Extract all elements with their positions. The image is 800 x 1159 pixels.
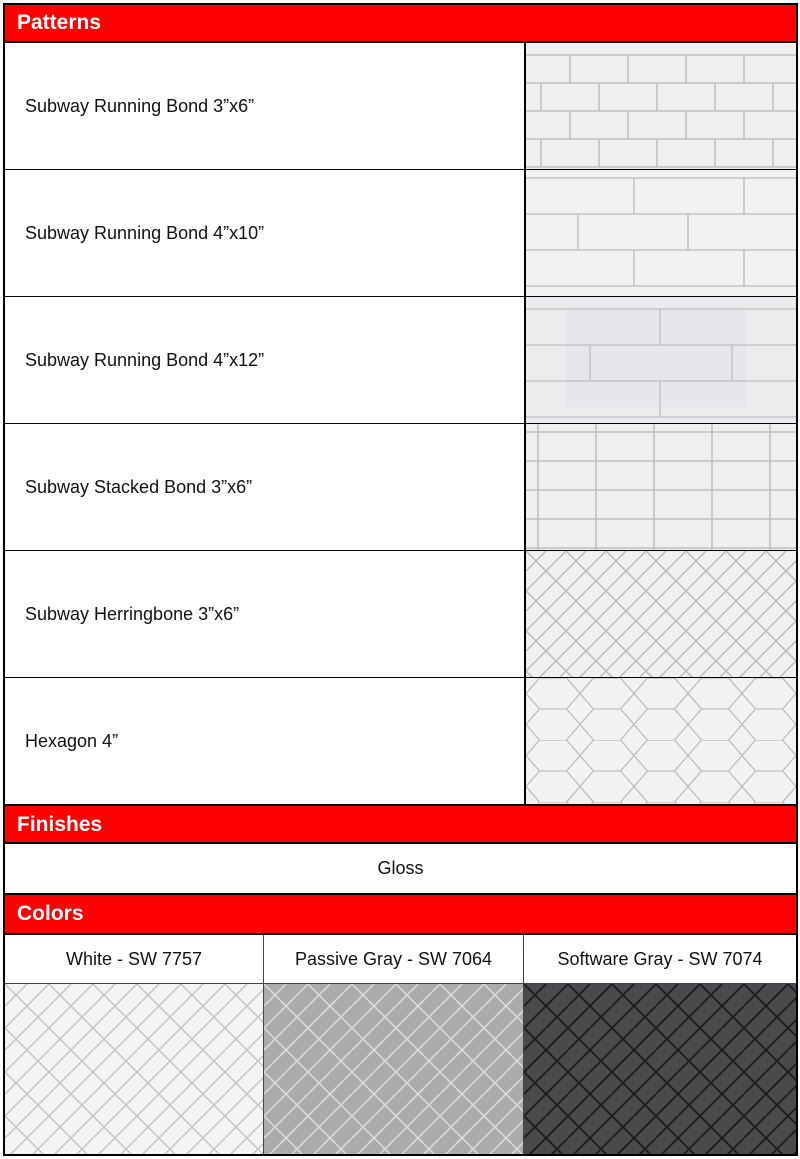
running-bond-medium-icon — [524, 170, 796, 296]
colors-grid — [5, 935, 796, 1154]
pattern-label: Subway Running Bond 3”x6” — [25, 96, 255, 116]
pattern-row-herringbone-3x6 — [5, 551, 796, 678]
patterns-header — [5, 5, 796, 43]
running-bond-large-icon — [524, 297, 796, 423]
color-label-software-gray: Software Gray - SW 7074 — [524, 935, 796, 984]
herringbone-icon — [524, 551, 796, 677]
stacked-bond-icon — [524, 424, 796, 550]
color-label-passive-gray: Passive Gray - SW 7064 — [264, 935, 524, 984]
colors-title: Colors — [17, 902, 84, 925]
running-bond-small-icon — [524, 43, 796, 169]
color-swatch-passive-gray — [264, 984, 524, 1154]
pattern-row-stacked-bond-3x6 — [5, 424, 796, 551]
finish-row — [5, 844, 796, 895]
finishes-header — [5, 804, 796, 844]
color-swatch-software-gray — [524, 984, 796, 1154]
patterns-title: Patterns — [17, 11, 102, 34]
pattern-label: Subway Running Bond 4”x12” — [25, 350, 265, 370]
pattern-row-running-bond-3x6 — [5, 43, 796, 170]
color-swatch-white — [5, 984, 264, 1154]
finishes-title: Finishes — [17, 813, 103, 836]
pattern-label: Subway Herringbone 3”x6” — [25, 604, 240, 624]
pattern-label: Hexagon 4” — [25, 731, 119, 751]
pattern-row-running-bond-4x12 — [5, 297, 796, 424]
pattern-label: Subway Stacked Bond 3”x6” — [25, 477, 253, 497]
pattern-row-running-bond-4x10 — [5, 170, 796, 297]
colors-header — [5, 895, 796, 935]
hexagon-icon — [524, 678, 796, 804]
spec-sheet — [3, 3, 798, 1156]
pattern-label: Subway Running Bond 4”x10” — [25, 223, 265, 243]
color-label-white: White - SW 7757 — [5, 935, 264, 984]
pattern-row-hexagon-4 — [5, 678, 796, 804]
finish-label: Gloss — [377, 858, 424, 878]
